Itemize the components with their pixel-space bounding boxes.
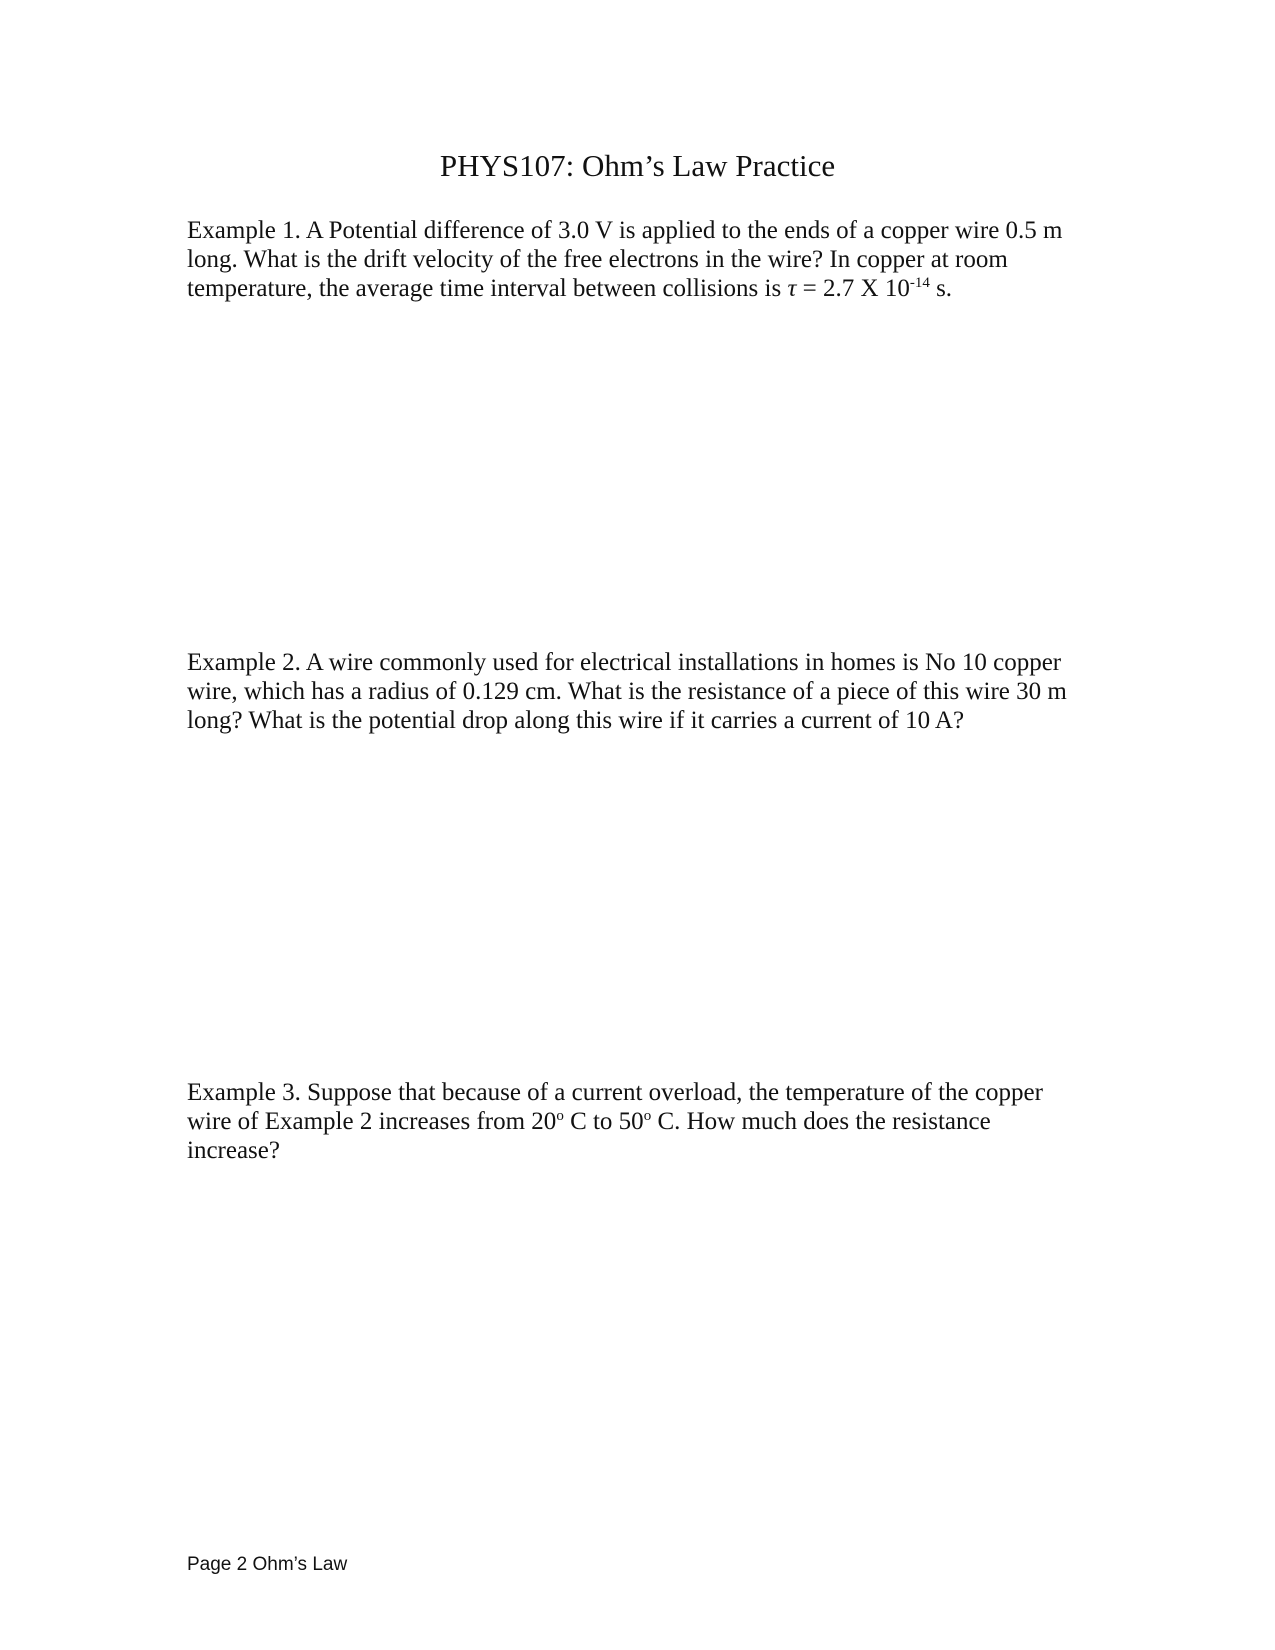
example-1-line-3 bbox=[187, 274, 1087, 303]
example-3-line-3: increase? bbox=[187, 1137, 280, 1164]
example-2-line-1: Example 2. A wire commonly used for electrical installations in homes is No 10 copper bbox=[187, 649, 1062, 676]
example-1-line-3-value: = 2.7 X 10 bbox=[796, 275, 910, 302]
example-3-line-2 bbox=[187, 1107, 1087, 1136]
example-1 bbox=[187, 216, 1087, 303]
page-footer: Page 2 Ohm’s Law bbox=[187, 1554, 348, 1575]
example-1-line-3-unit: s. bbox=[929, 275, 953, 302]
example-3-line-2-part-3: C. How much does the resistance bbox=[651, 1108, 991, 1135]
example-1-line-3-text: temperature, the average time interval between collisions is bbox=[187, 275, 788, 302]
page-title: PHYS107: Ohm’s Law Practice bbox=[439, 148, 836, 183]
example-1-line-2: long. What is the drift velocity of the free electrons in the wire? In copper at room bbox=[187, 246, 1008, 273]
example-1-line-1: Example 1. A Potential difference of 3.0 V is applied to the ends of a copper wire 0.5 m bbox=[187, 217, 1063, 244]
example-2 bbox=[187, 648, 1087, 735]
example-3-line-1: Example 3. Suppose that because of a current overload, the temperature of the copper bbox=[187, 1079, 1043, 1106]
degree-superscript-1: o bbox=[556, 1108, 564, 1124]
degree-superscript-2: o bbox=[643, 1108, 652, 1124]
example-2-line-2: wire, which has a radius of 0.129 cm. What is the resistance of a piece of this wire 30 m bbox=[187, 678, 1067, 705]
example-3-line-2-part-1: wire of Example 2 increases from 20 bbox=[187, 1108, 557, 1135]
example-3-line-2-part-2: C to 50 bbox=[563, 1108, 644, 1135]
example-3 bbox=[187, 1078, 1087, 1165]
exponent: -14 bbox=[909, 275, 930, 291]
example-2-line-3: long? What is the potential drop along this wire if it carries a current of 10 A? bbox=[187, 707, 965, 734]
tau-symbol: τ bbox=[787, 275, 797, 302]
